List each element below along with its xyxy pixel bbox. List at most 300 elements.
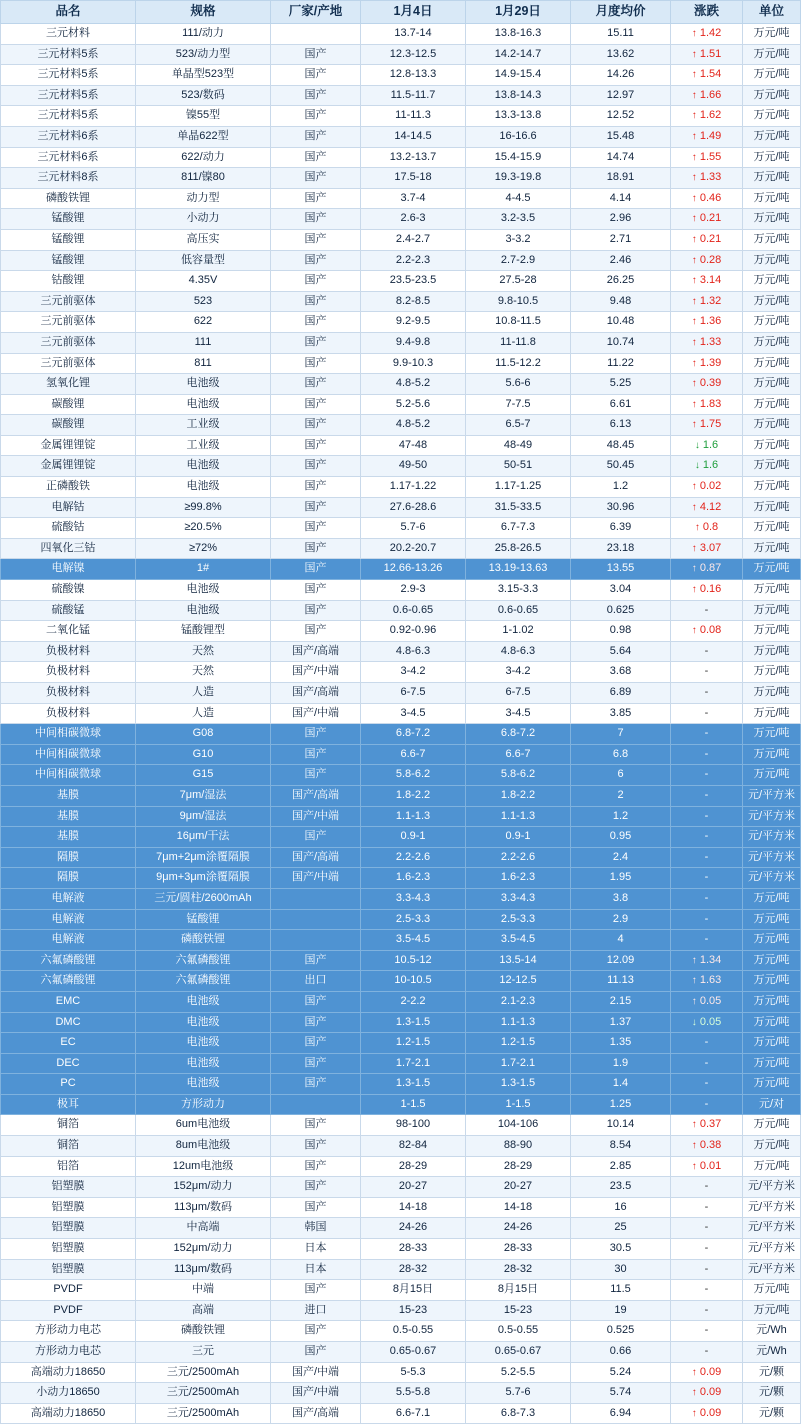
origin-cell: 国产 xyxy=(271,106,361,127)
price-jan29-cell: 1.6-2.3 xyxy=(466,868,571,889)
product-name-cell: 钴酸锂 xyxy=(1,271,136,292)
price-jan4-cell: 20.2-20.7 xyxy=(361,538,466,559)
origin-cell: 国产/高端 xyxy=(271,785,361,806)
spec-cell: 中高端 xyxy=(136,1218,271,1239)
product-name-cell: 铝塑膜 xyxy=(1,1218,136,1239)
origin-cell: 国产 xyxy=(271,1321,361,1342)
product-name-cell: 金属锂锂锭 xyxy=(1,456,136,477)
change-cell: ↑ 0.87 xyxy=(671,559,743,580)
spec-cell: 三元/2500mAh xyxy=(136,1362,271,1383)
price-jan29-cell: 28-32 xyxy=(466,1259,571,1280)
origin-cell xyxy=(271,24,361,45)
table-row xyxy=(1,868,801,889)
origin-cell: 国产 xyxy=(271,1033,361,1054)
unit-cell: 万元/吨 xyxy=(743,621,801,642)
change-cell: ↑ 1.75 xyxy=(671,415,743,436)
spec-cell: 电池级 xyxy=(136,374,271,395)
monthly-avg-cell: 12.52 xyxy=(571,106,671,127)
price-jan29-cell: 5.6-6 xyxy=(466,374,571,395)
change-cell: - xyxy=(671,1177,743,1198)
product-name-cell: 三元材料6系 xyxy=(1,126,136,147)
arrow-up-icon: ↑ xyxy=(691,975,697,987)
table-row xyxy=(1,332,801,353)
monthly-avg-cell: 18.91 xyxy=(571,168,671,189)
product-name-cell: 方形动力电芯 xyxy=(1,1321,136,1342)
monthly-avg-cell: 13.62 xyxy=(571,44,671,65)
table-row xyxy=(1,106,801,127)
price-jan4-cell: 24-26 xyxy=(361,1218,466,1239)
unit-cell: 万元/吨 xyxy=(743,744,801,765)
price-jan29-cell: 9.8-10.5 xyxy=(466,291,571,312)
origin-cell: 国产 xyxy=(271,1136,361,1157)
product-name-cell: 中间相碳微球 xyxy=(1,765,136,786)
change-cell: ↑ 0.21 xyxy=(671,229,743,250)
price-jan29-cell: 1-1.02 xyxy=(466,621,571,642)
change-cell: ↑ 0.28 xyxy=(671,250,743,271)
product-name-cell: 硫酸镍 xyxy=(1,580,136,601)
product-name-cell: 中间相碳微球 xyxy=(1,724,136,745)
price-jan29-cell: 2.1-2.3 xyxy=(466,991,571,1012)
product-name-cell: 中间相碳微球 xyxy=(1,744,136,765)
spec-cell: 523/数码 xyxy=(136,85,271,106)
table-row xyxy=(1,1094,801,1115)
arrow-up-icon: ↑ xyxy=(691,1160,697,1172)
price-jan4-cell: 1.7-2.1 xyxy=(361,1053,466,1074)
arrow-up-icon: ↑ xyxy=(691,28,697,40)
change-cell: ↑ 3.07 xyxy=(671,538,743,559)
price-jan29-cell: 0.6-0.65 xyxy=(466,600,571,621)
spec-cell: 523/动力型 xyxy=(136,44,271,65)
unit-cell: 元/Wh xyxy=(743,1321,801,1342)
arrow-up-icon: ↑ xyxy=(691,501,697,513)
price-jan29-cell: 28-29 xyxy=(466,1156,571,1177)
price-jan4-cell: 4.8-6.3 xyxy=(361,641,466,662)
monthly-avg-cell: 30.96 xyxy=(571,497,671,518)
arrow-up-icon: ↑ xyxy=(691,542,697,554)
spec-cell: 三元/2500mAh xyxy=(136,1383,271,1404)
monthly-avg-cell: 7 xyxy=(571,724,671,745)
arrow-up-icon: ↑ xyxy=(691,398,697,410)
spec-cell: 1# xyxy=(136,559,271,580)
spec-cell: 电池级 xyxy=(136,1074,271,1095)
origin-cell: 国产 xyxy=(271,168,361,189)
unit-cell: 万元/吨 xyxy=(743,600,801,621)
table-row xyxy=(1,1197,801,1218)
table-row xyxy=(1,291,801,312)
spec-cell: 8um电池级 xyxy=(136,1136,271,1157)
product-name-cell: 硫酸钴 xyxy=(1,518,136,539)
spec-cell: 111 xyxy=(136,332,271,353)
monthly-avg-cell: 6.13 xyxy=(571,415,671,436)
price-jan4-cell: 12.66-13.26 xyxy=(361,559,466,580)
monthly-avg-cell: 2.85 xyxy=(571,1156,671,1177)
spec-cell: 电池级 xyxy=(136,991,271,1012)
unit-cell: 元/颗 xyxy=(743,1383,801,1404)
change-cell: ↑ 1.42 xyxy=(671,24,743,45)
change-cell: ↑ 4.12 xyxy=(671,497,743,518)
unit-cell: 元/平方米 xyxy=(743,806,801,827)
monthly-avg-cell: 4 xyxy=(571,930,671,951)
change-cell: ↑ 0.09 xyxy=(671,1362,743,1383)
change-cell: ↑ 0.02 xyxy=(671,477,743,498)
price-jan29-cell: 50-51 xyxy=(466,456,571,477)
unit-cell: 元/颗 xyxy=(743,1362,801,1383)
origin-cell: 国产 xyxy=(271,188,361,209)
change-cell: ↑ 1.39 xyxy=(671,353,743,374)
price-jan4-cell: 11-11.3 xyxy=(361,106,466,127)
spec-cell: 811/镍80 xyxy=(136,168,271,189)
arrow-up-icon: ↑ xyxy=(691,1387,697,1399)
monthly-avg-cell: 5.64 xyxy=(571,641,671,662)
change-cell: - xyxy=(671,1280,743,1301)
monthly-avg-cell: 6.89 xyxy=(571,683,671,704)
origin-cell: 国产 xyxy=(271,559,361,580)
change-cell: ↑ 0.08 xyxy=(671,621,743,642)
change-cell: - xyxy=(671,600,743,621)
table-row xyxy=(1,744,801,765)
table-row xyxy=(1,909,801,930)
unit-cell: 元/颗 xyxy=(743,1403,801,1424)
price-jan29-cell: 3.3-4.3 xyxy=(466,888,571,909)
change-cell: ↑ 0.21 xyxy=(671,209,743,230)
origin-cell: 国产 xyxy=(271,353,361,374)
unit-cell: 万元/吨 xyxy=(743,1300,801,1321)
unit-cell: 万元/吨 xyxy=(743,456,801,477)
spec-cell: 4.35V xyxy=(136,271,271,292)
product-name-cell: 磷酸铁锂 xyxy=(1,188,136,209)
origin-cell: 国产 xyxy=(271,394,361,415)
unit-cell: 万元/吨 xyxy=(743,641,801,662)
product-name-cell: 高端动力18650 xyxy=(1,1362,136,1383)
unit-cell: 元/平方米 xyxy=(743,827,801,848)
monthly-avg-cell: 3.85 xyxy=(571,703,671,724)
price-jan4-cell: 13.2-13.7 xyxy=(361,147,466,168)
monthly-avg-cell: 1.37 xyxy=(571,1012,671,1033)
unit-cell: 万元/吨 xyxy=(743,435,801,456)
product-name-cell: 硫酸锰 xyxy=(1,600,136,621)
origin-cell xyxy=(271,930,361,951)
table-row xyxy=(1,497,801,518)
price-jan29-cell: 1-1.5 xyxy=(466,1094,571,1115)
change-cell: ↑ 3.14 xyxy=(671,271,743,292)
spec-cell: 152μm/动力 xyxy=(136,1177,271,1198)
unit-cell: 万元/吨 xyxy=(743,147,801,168)
origin-cell: 国产 xyxy=(271,1156,361,1177)
spec-cell: 152μm/动力 xyxy=(136,1239,271,1260)
arrow-up-icon: ↑ xyxy=(694,522,700,534)
change-cell: - xyxy=(671,847,743,868)
change-cell: ↑ 0.38 xyxy=(671,1136,743,1157)
origin-cell: 国产 xyxy=(271,312,361,333)
price-jan4-cell: 3-4.2 xyxy=(361,662,466,683)
change-cell: - xyxy=(671,785,743,806)
spec-cell: 磷酸铁锂 xyxy=(136,930,271,951)
monthly-avg-cell: 19 xyxy=(571,1300,671,1321)
origin-cell: 国产 xyxy=(271,85,361,106)
unit-cell: 万元/吨 xyxy=(743,950,801,971)
table-row xyxy=(1,1300,801,1321)
price-jan29-cell: 6.7-7.3 xyxy=(466,518,571,539)
unit-cell: 万元/吨 xyxy=(743,1074,801,1095)
monthly-avg-cell: 14.74 xyxy=(571,147,671,168)
spec-cell: 电池级 xyxy=(136,1033,271,1054)
change-cell: ↑ 1.83 xyxy=(671,394,743,415)
product-name-cell: 电解液 xyxy=(1,930,136,951)
arrow-up-icon: ↑ xyxy=(691,481,697,493)
table-row xyxy=(1,456,801,477)
monthly-avg-cell: 10.14 xyxy=(571,1115,671,1136)
origin-cell: 国产 xyxy=(271,538,361,559)
spec-cell: 低容量型 xyxy=(136,250,271,271)
unit-cell: 元/平方米 xyxy=(743,1218,801,1239)
unit-cell: 万元/吨 xyxy=(743,538,801,559)
change-cell: ↑ 1.34 xyxy=(671,950,743,971)
monthly-avg-cell: 0.625 xyxy=(571,600,671,621)
price-jan29-cell: 11.5-12.2 xyxy=(466,353,571,374)
unit-cell: 万元/吨 xyxy=(743,332,801,353)
table-row xyxy=(1,1321,801,1342)
spec-cell: 111/动力 xyxy=(136,24,271,45)
table-row xyxy=(1,85,801,106)
monthly-avg-cell: 2.46 xyxy=(571,250,671,271)
spec-cell: G08 xyxy=(136,724,271,745)
price-jan29-cell: 1.1-1.3 xyxy=(466,1012,571,1033)
product-name-cell: 隔膜 xyxy=(1,847,136,868)
product-name-cell: 三元材料6系 xyxy=(1,147,136,168)
arrow-up-icon: ↑ xyxy=(691,954,697,966)
table-row xyxy=(1,930,801,951)
price-jan4-cell: 3.3-4.3 xyxy=(361,888,466,909)
price-jan4-cell: 3-4.5 xyxy=(361,703,466,724)
product-name-cell: 电解液 xyxy=(1,888,136,909)
origin-cell: 国产/高端 xyxy=(271,641,361,662)
product-name-cell: 三元前驱体 xyxy=(1,291,136,312)
unit-cell: 万元/吨 xyxy=(743,44,801,65)
table-row xyxy=(1,683,801,704)
product-name-cell: 负极材料 xyxy=(1,662,136,683)
price-jan29-cell: 1.1-1.3 xyxy=(466,806,571,827)
arrow-up-icon: ↑ xyxy=(691,275,697,287)
origin-cell: 国产/高端 xyxy=(271,683,361,704)
table-row xyxy=(1,415,801,436)
price-jan4-cell: 5.7-6 xyxy=(361,518,466,539)
price-jan29-cell: 6.6-7 xyxy=(466,744,571,765)
change-cell: ↑ 1.32 xyxy=(671,291,743,312)
monthly-avg-cell: 48.45 xyxy=(571,435,671,456)
price-jan29-cell: 1.7-2.1 xyxy=(466,1053,571,1074)
spec-cell: 9μm/湿法 xyxy=(136,806,271,827)
arrow-up-icon: ↑ xyxy=(691,233,697,245)
arrow-up-icon: ↑ xyxy=(691,563,697,575)
unit-cell: 万元/吨 xyxy=(743,85,801,106)
spec-cell: 523 xyxy=(136,291,271,312)
unit-cell: 万元/吨 xyxy=(743,291,801,312)
price-jan29-cell: 88-90 xyxy=(466,1136,571,1157)
price-jan4-cell: 23.5-23.5 xyxy=(361,271,466,292)
table-row xyxy=(1,1074,801,1095)
arrow-up-icon: ↑ xyxy=(691,151,697,163)
monthly-avg-cell: 1.95 xyxy=(571,868,671,889)
product-name-cell: 三元材料 xyxy=(1,24,136,45)
product-name-cell: 二氧化锰 xyxy=(1,621,136,642)
monthly-avg-cell: 2.71 xyxy=(571,229,671,250)
unit-cell: 万元/吨 xyxy=(743,374,801,395)
price-jan4-cell: 13.7-14 xyxy=(361,24,466,45)
table-row xyxy=(1,353,801,374)
spec-cell: 电池级 xyxy=(136,394,271,415)
price-jan4-cell: 2-2.2 xyxy=(361,991,466,1012)
unit-cell: 元/平方米 xyxy=(743,868,801,889)
price-jan4-cell: 20-27 xyxy=(361,1177,466,1198)
origin-cell: 国产 xyxy=(271,209,361,230)
spec-cell: 9μm+3μm涂覆隔膜 xyxy=(136,868,271,889)
unit-cell: 万元/吨 xyxy=(743,497,801,518)
monthly-avg-cell: 4.14 xyxy=(571,188,671,209)
origin-cell: 国产 xyxy=(271,456,361,477)
price-jan29-cell: 3-4.5 xyxy=(466,703,571,724)
price-jan4-cell: 2.9-3 xyxy=(361,580,466,601)
origin-cell: 国产 xyxy=(271,1053,361,1074)
change-cell: - xyxy=(671,1259,743,1280)
origin-cell: 国产 xyxy=(271,147,361,168)
table-row xyxy=(1,374,801,395)
table-row xyxy=(1,559,801,580)
price-jan29-cell: 2.5-3.3 xyxy=(466,909,571,930)
price-jan4-cell: 8月15日 xyxy=(361,1280,466,1301)
product-name-cell: 金属锂锂锭 xyxy=(1,435,136,456)
product-name-cell: 三元前驱体 xyxy=(1,312,136,333)
monthly-avg-cell: 0.525 xyxy=(571,1321,671,1342)
product-name-cell: 基膜 xyxy=(1,785,136,806)
table-body xyxy=(1,24,801,1424)
unit-cell: 万元/吨 xyxy=(743,209,801,230)
spec-cell: 三元/2500mAh xyxy=(136,1403,271,1424)
spec-cell: ≥99.8% xyxy=(136,497,271,518)
price-jan4-cell: 1.2-1.5 xyxy=(361,1033,466,1054)
table-row xyxy=(1,1383,801,1404)
origin-cell: 国产 xyxy=(271,580,361,601)
table-header-row xyxy=(1,1,801,24)
spec-cell: 622/动力 xyxy=(136,147,271,168)
monthly-avg-cell: 5.24 xyxy=(571,1362,671,1383)
table-row xyxy=(1,209,801,230)
price-jan29-cell: 16-16.6 xyxy=(466,126,571,147)
origin-cell: 日本 xyxy=(271,1239,361,1260)
product-name-cell: 隔膜 xyxy=(1,868,136,889)
table-row xyxy=(1,703,801,724)
spec-cell: 电池级 xyxy=(136,580,271,601)
unit-cell: 元/平方米 xyxy=(743,785,801,806)
unit-cell: 万元/吨 xyxy=(743,888,801,909)
spec-cell: 工业级 xyxy=(136,435,271,456)
monthly-avg-cell: 9.48 xyxy=(571,291,671,312)
spec-cell: 6um电池级 xyxy=(136,1115,271,1136)
header-product-name: 品名 xyxy=(1,1,136,24)
unit-cell: 元/平方米 xyxy=(743,1259,801,1280)
unit-cell: 万元/吨 xyxy=(743,559,801,580)
spec-cell: 锰酸锂型 xyxy=(136,621,271,642)
monthly-avg-cell: 1.2 xyxy=(571,477,671,498)
change-cell: - xyxy=(671,1074,743,1095)
price-jan29-cell: 3-3.2 xyxy=(466,229,571,250)
unit-cell: 万元/吨 xyxy=(743,765,801,786)
unit-cell: 万元/吨 xyxy=(743,1156,801,1177)
price-jan4-cell: 2.4-2.7 xyxy=(361,229,466,250)
price-jan29-cell: 5.7-6 xyxy=(466,1383,571,1404)
price-jan4-cell: 0.9-1 xyxy=(361,827,466,848)
table-row xyxy=(1,394,801,415)
unit-cell: 万元/吨 xyxy=(743,580,801,601)
price-jan29-cell: 13.19-13.63 xyxy=(466,559,571,580)
table-row xyxy=(1,724,801,745)
table-row xyxy=(1,765,801,786)
unit-cell: 元/Wh xyxy=(743,1342,801,1363)
arrow-up-icon: ↑ xyxy=(691,419,697,431)
origin-cell: 国产 xyxy=(271,1074,361,1095)
unit-cell: 万元/吨 xyxy=(743,24,801,45)
table-row xyxy=(1,580,801,601)
origin-cell: 国产/中端 xyxy=(271,1362,361,1383)
price-jan4-cell: 6.8-7.2 xyxy=(361,724,466,745)
price-jan29-cell: 1.8-2.2 xyxy=(466,785,571,806)
table-row xyxy=(1,1362,801,1383)
unit-cell: 元/平方米 xyxy=(743,1177,801,1198)
price-jan4-cell: 3.7-4 xyxy=(361,188,466,209)
change-cell: ↑ 0.37 xyxy=(671,1115,743,1136)
arrow-up-icon: ↑ xyxy=(691,110,697,122)
price-jan29-cell: 13.5-14 xyxy=(466,950,571,971)
table-row xyxy=(1,229,801,250)
change-cell: ↓ 1.6 xyxy=(671,435,743,456)
table-row xyxy=(1,641,801,662)
product-name-cell: 三元材料5系 xyxy=(1,85,136,106)
price-jan4-cell: 9.2-9.5 xyxy=(361,312,466,333)
arrow-up-icon: ↑ xyxy=(691,1366,697,1378)
unit-cell: 万元/吨 xyxy=(743,1115,801,1136)
monthly-avg-cell: 13.55 xyxy=(571,559,671,580)
price-jan4-cell: 28-33 xyxy=(361,1239,466,1260)
change-cell: - xyxy=(671,827,743,848)
change-cell: - xyxy=(671,1053,743,1074)
origin-cell: 国产 xyxy=(271,250,361,271)
spec-cell: 人造 xyxy=(136,703,271,724)
price-jan4-cell: 2.2-2.3 xyxy=(361,250,466,271)
table-row xyxy=(1,1053,801,1074)
price-jan29-cell: 1.3-1.5 xyxy=(466,1074,571,1095)
change-cell: ↑ 1.51 xyxy=(671,44,743,65)
table-row xyxy=(1,1115,801,1136)
price-jan29-cell: 0.65-0.67 xyxy=(466,1342,571,1363)
table-row xyxy=(1,1177,801,1198)
product-name-cell: PVDF xyxy=(1,1300,136,1321)
spec-cell: 电池级 xyxy=(136,600,271,621)
monthly-avg-cell: 2.4 xyxy=(571,847,671,868)
table-row xyxy=(1,65,801,86)
spec-cell: 人造 xyxy=(136,683,271,704)
table-row xyxy=(1,1342,801,1363)
change-cell: ↑ 1.63 xyxy=(671,971,743,992)
table-row xyxy=(1,662,801,683)
price-jan29-cell: 19.3-19.8 xyxy=(466,168,571,189)
monthly-avg-cell: 23.5 xyxy=(571,1177,671,1198)
origin-cell: 国产 xyxy=(271,332,361,353)
product-name-cell: 锰酸锂 xyxy=(1,209,136,230)
price-jan29-cell: 5.2-5.5 xyxy=(466,1362,571,1383)
origin-cell xyxy=(271,909,361,930)
table-row xyxy=(1,785,801,806)
table-row xyxy=(1,827,801,848)
price-jan4-cell: 4.8-5.2 xyxy=(361,374,466,395)
